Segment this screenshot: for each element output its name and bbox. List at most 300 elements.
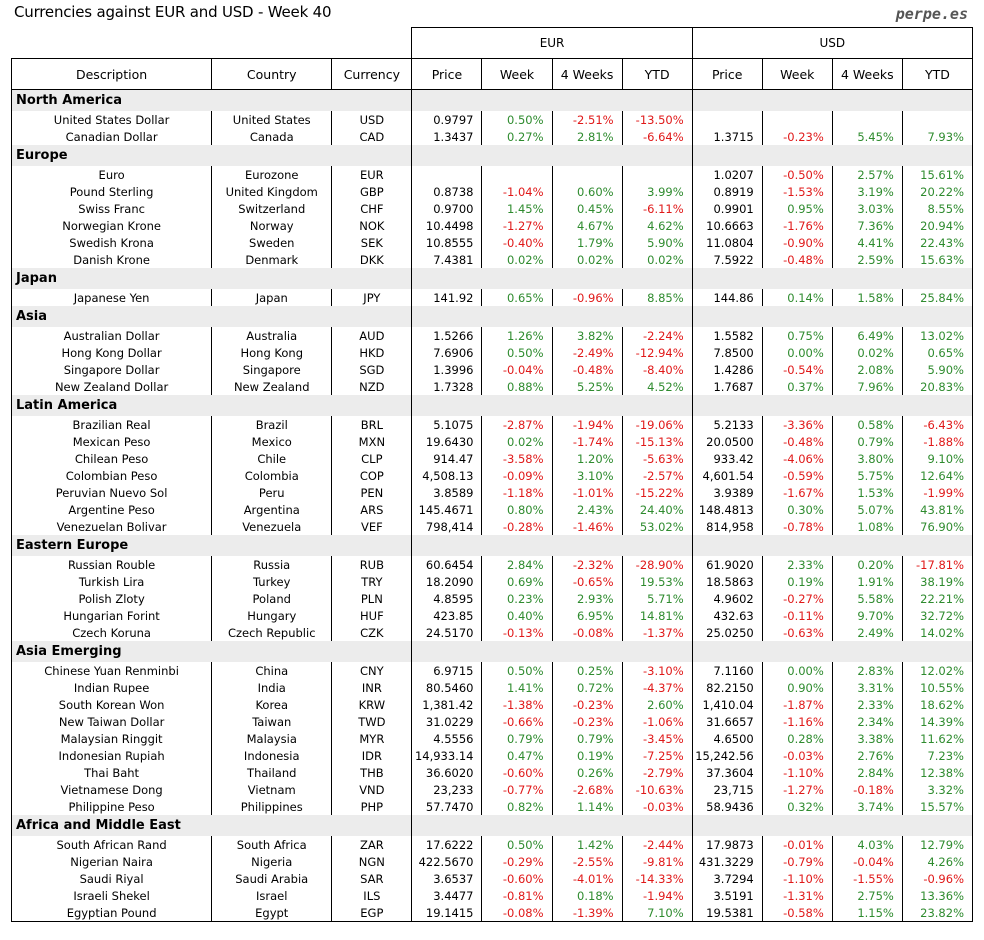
cell-eur-week: -0.77% [482, 781, 552, 798]
cell-description: Singapore Dollar [12, 361, 212, 378]
cell-eur-week: -1.27% [482, 217, 552, 234]
cell-usd-week: 0.14% [762, 289, 832, 306]
cell-eur-4weeks: 1.42% [552, 836, 622, 853]
cell-eur-price: 141.92 [412, 289, 482, 306]
cell-currency: CZK [332, 624, 412, 641]
cell-usd-ytd: 11.62% [902, 730, 972, 747]
cell-currency: MYR [332, 730, 412, 747]
cell-description: Czech Koruna [12, 624, 212, 641]
cell-usd-ytd: 4.26% [902, 853, 972, 870]
table-row [12, 183, 973, 200]
cell-eur-price: 1.3996 [412, 361, 482, 378]
cell-usd-ytd: 0.65% [902, 344, 972, 361]
cell-usd-price: 11.0804 [692, 234, 762, 251]
cell-eur-price: 57.7470 [412, 798, 482, 815]
cell-usd-4weeks: 3.19% [832, 183, 902, 200]
cell-currency: GBP [332, 183, 412, 200]
table-row [12, 467, 973, 484]
cell-eur-4weeks: -2.32% [552, 556, 622, 573]
cell-eur-price: 0.9797 [412, 111, 482, 128]
cell-eur-ytd: 14.81% [622, 607, 692, 624]
cell-country: Thailand [212, 764, 332, 781]
cell-country: Hungary [212, 607, 332, 624]
cell-usd-price: 148.4813 [692, 501, 762, 518]
cell-eur-4weeks: 6.95% [552, 607, 622, 624]
cell-country: Hong Kong [212, 344, 332, 361]
cell-usd-4weeks: 4.41% [832, 234, 902, 251]
cell-eur-price: 422.5670 [412, 853, 482, 870]
cell-eur-4weeks: 3.82% [552, 327, 622, 344]
cell-usd-4weeks: 2.59% [832, 251, 902, 268]
cell-usd-4weeks: 3.31% [832, 679, 902, 696]
cell-eur-4weeks: 0.19% [552, 747, 622, 764]
cell-usd-price: 23,715 [692, 781, 762, 798]
table-row [12, 450, 973, 467]
cell-currency: CLP [332, 450, 412, 467]
cell-usd-4weeks: -0.04% [832, 853, 902, 870]
cell-usd-week: -0.90% [762, 234, 832, 251]
cell-eur-week: -0.40% [482, 234, 552, 251]
cell-eur-week: -0.09% [482, 467, 552, 484]
cell-country: Venezuela [212, 518, 332, 535]
cell-country: Switzerland [212, 200, 332, 217]
cell-description: Russian Rouble [12, 556, 212, 573]
table-row [12, 518, 973, 535]
cell-country: Nigeria [212, 853, 332, 870]
cell-usd-4weeks: -1.55% [832, 870, 902, 887]
cell-country: Australia [212, 327, 332, 344]
group-header-row [12, 28, 973, 59]
cell-eur-ytd: -10.63% [622, 781, 692, 798]
cell-usd-week: -0.48% [762, 433, 832, 450]
cell-country: Poland [212, 590, 332, 607]
cell-eur-4weeks: 0.18% [552, 887, 622, 904]
cell-usd-ytd: 15.63% [902, 251, 972, 268]
cell-eur-ytd [622, 166, 692, 183]
cell-eur-ytd: 8.85% [622, 289, 692, 306]
cell-eur-ytd: 5.90% [622, 234, 692, 251]
cell-eur-week: 0.69% [482, 573, 552, 590]
section-row [12, 145, 973, 166]
cell-eur-week: -0.13% [482, 624, 552, 641]
cell-usd-4weeks: 1.08% [832, 518, 902, 535]
cell-currency: RUB [332, 556, 412, 573]
cell-currency: NZD [332, 378, 412, 395]
cell-usd-4weeks: 9.70% [832, 607, 902, 624]
cell-description: South African Rand [12, 836, 212, 853]
table-row [12, 378, 973, 395]
cell-eur-4weeks: 0.45% [552, 200, 622, 217]
cell-eur-4weeks: -1.01% [552, 484, 622, 501]
cell-eur-ytd: 4.52% [622, 378, 692, 395]
cell-usd-4weeks: -0.18% [832, 781, 902, 798]
cell-eur-price: 5.1075 [412, 416, 482, 433]
cell-usd-week: -0.11% [762, 607, 832, 624]
cell-usd-week: -0.78% [762, 518, 832, 535]
cell-usd-week: -1.87% [762, 696, 832, 713]
cell-usd-week: -1.31% [762, 887, 832, 904]
cell-usd-week: 0.19% [762, 573, 832, 590]
cell-usd-week: -0.50% [762, 166, 832, 183]
cell-eur-week: 1.45% [482, 200, 552, 217]
cell-description: Venezuelan Bolivar [12, 518, 212, 535]
cell-country: Saudi Arabia [212, 870, 332, 887]
section-title: Asia [12, 306, 412, 327]
cell-usd-week: -1.67% [762, 484, 832, 501]
cell-eur-price: 19.1415 [412, 904, 482, 922]
column-header-eur-price: Price [412, 59, 482, 90]
cell-usd-price: 1,410.04 [692, 696, 762, 713]
section-title: Africa and Middle East [12, 815, 412, 836]
cell-currency: IDR [332, 747, 412, 764]
cell-usd-ytd: -6.43% [902, 416, 972, 433]
cell-eur-week: -1.38% [482, 696, 552, 713]
cell-description: Chinese Yuan Renminbi [12, 662, 212, 679]
cell-usd-week: -1.76% [762, 217, 832, 234]
column-header-row [12, 59, 973, 90]
table-row [12, 573, 973, 590]
cell-country: Brazil [212, 416, 332, 433]
cell-usd-4weeks: 1.15% [832, 904, 902, 922]
cell-usd-price [692, 111, 762, 128]
table-row [12, 836, 973, 853]
cell-description: South Korean Won [12, 696, 212, 713]
cell-eur-week: -0.04% [482, 361, 552, 378]
cell-usd-ytd: 14.02% [902, 624, 972, 641]
cell-eur-week: 0.88% [482, 378, 552, 395]
cell-usd-week: -1.10% [762, 870, 832, 887]
cell-usd-ytd: 3.32% [902, 781, 972, 798]
cell-eur-ytd: -13.50% [622, 111, 692, 128]
cell-eur-ytd: 7.10% [622, 904, 692, 922]
cell-currency: CAD [332, 128, 412, 145]
cell-usd-week: -0.54% [762, 361, 832, 378]
cell-currency: VND [332, 781, 412, 798]
cell-eur-ytd: -12.94% [622, 344, 692, 361]
table-row [12, 747, 973, 764]
cell-usd-ytd: 20.83% [902, 378, 972, 395]
cell-eur-ytd: -8.40% [622, 361, 692, 378]
cell-country: Canada [212, 128, 332, 145]
cell-usd-week: -1.27% [762, 781, 832, 798]
cell-description: Japanese Yen [12, 289, 212, 306]
cell-eur-price: 31.0229 [412, 713, 482, 730]
table-row [12, 607, 973, 624]
cell-description: Saudi Riyal [12, 870, 212, 887]
cell-description: New Zealand Dollar [12, 378, 212, 395]
table-row [12, 887, 973, 904]
cell-currency: HKD [332, 344, 412, 361]
cell-description: Argentine Peso [12, 501, 212, 518]
cell-currency: PEN [332, 484, 412, 501]
cell-eur-ytd: -28.90% [622, 556, 692, 573]
cell-eur-ytd: 0.02% [622, 251, 692, 268]
table-row [12, 433, 973, 450]
cell-eur-4weeks: -1.39% [552, 904, 622, 922]
cell-usd-price: 7.1160 [692, 662, 762, 679]
cell-eur-4weeks: -0.23% [552, 713, 622, 730]
cell-usd-ytd: 15.61% [902, 166, 972, 183]
cell-description: Australian Dollar [12, 327, 212, 344]
cell-usd-ytd: 15.57% [902, 798, 972, 815]
cell-currency: CNY [332, 662, 412, 679]
table-row [12, 730, 973, 747]
cell-usd-4weeks: 0.79% [832, 433, 902, 450]
cell-currency: SAR [332, 870, 412, 887]
cell-eur-week: 1.26% [482, 327, 552, 344]
cell-usd-4weeks: 2.83% [832, 662, 902, 679]
cell-currency: THB [332, 764, 412, 781]
section-row [12, 815, 973, 836]
cell-usd-price: 4.9602 [692, 590, 762, 607]
cell-eur-week: -0.29% [482, 853, 552, 870]
cell-country: South Africa [212, 836, 332, 853]
cell-currency: AUD [332, 327, 412, 344]
cell-description: Hungarian Forint [12, 607, 212, 624]
cell-usd-week: 0.00% [762, 662, 832, 679]
cell-usd-price: 10.6663 [692, 217, 762, 234]
cell-eur-4weeks: 0.60% [552, 183, 622, 200]
cell-eur-price: 4,508.13 [412, 467, 482, 484]
cell-eur-4weeks: 2.81% [552, 128, 622, 145]
cell-usd-week: 0.28% [762, 730, 832, 747]
cell-description: Canadian Dollar [12, 128, 212, 145]
cell-usd-4weeks: 4.03% [832, 836, 902, 853]
section-row [12, 268, 973, 289]
cell-usd-week: 0.30% [762, 501, 832, 518]
table-row [12, 327, 973, 344]
cell-usd-ytd: 12.38% [902, 764, 972, 781]
cell-description: United States Dollar [12, 111, 212, 128]
cell-eur-week [482, 166, 552, 183]
cell-eur-price: 7.4381 [412, 251, 482, 268]
column-header-usd-4weeks: 4 Weeks [832, 59, 902, 90]
cell-usd-4weeks: 0.58% [832, 416, 902, 433]
column-header-currency: Currency [332, 59, 412, 90]
cell-eur-week: 0.02% [482, 433, 552, 450]
cell-currency: EUR [332, 166, 412, 183]
table-row [12, 416, 973, 433]
cell-usd-price: 1.0207 [692, 166, 762, 183]
cell-eur-4weeks: 2.43% [552, 501, 622, 518]
cell-usd-ytd: 22.21% [902, 590, 972, 607]
cell-usd-4weeks: 2.84% [832, 764, 902, 781]
cell-eur-price: 1.3437 [412, 128, 482, 145]
cell-eur-4weeks: -1.74% [552, 433, 622, 450]
cell-usd-price: 17.9873 [692, 836, 762, 853]
cell-eur-price [412, 166, 482, 183]
table-row [12, 234, 973, 251]
cell-description: Israeli Shekel [12, 887, 212, 904]
cell-currency: SGD [332, 361, 412, 378]
cell-usd-ytd: 20.94% [902, 217, 972, 234]
cell-currency: TRY [332, 573, 412, 590]
cell-usd-ytd: 18.62% [902, 696, 972, 713]
cell-eur-price: 0.8738 [412, 183, 482, 200]
cell-eur-price: 80.5460 [412, 679, 482, 696]
cell-usd-week [762, 111, 832, 128]
cell-description: Indian Rupee [12, 679, 212, 696]
cell-eur-price: 1.7328 [412, 378, 482, 395]
section-title: Asia Emerging [12, 641, 412, 662]
section-row [12, 90, 973, 112]
table-row [12, 590, 973, 607]
column-header-description: Description [12, 59, 212, 90]
table-row [12, 781, 973, 798]
cell-usd-price: 1.4286 [692, 361, 762, 378]
cell-usd-4weeks: 3.80% [832, 450, 902, 467]
cell-country: Mexico [212, 433, 332, 450]
table-row [12, 662, 973, 679]
cell-eur-week: -1.18% [482, 484, 552, 501]
cell-eur-week: -0.08% [482, 904, 552, 922]
cell-eur-week: 0.79% [482, 730, 552, 747]
cell-usd-ytd: 12.64% [902, 467, 972, 484]
cell-eur-week: -2.87% [482, 416, 552, 433]
cell-usd-price: 15,242.56 [692, 747, 762, 764]
cell-eur-price: 798,414 [412, 518, 482, 535]
cell-eur-price: 3.6537 [412, 870, 482, 887]
cell-description: Turkish Lira [12, 573, 212, 590]
cell-country: India [212, 679, 332, 696]
cell-description: Euro [12, 166, 212, 183]
cell-eur-price: 10.8555 [412, 234, 482, 251]
cell-currency: NGN [332, 853, 412, 870]
cell-eur-4weeks [552, 166, 622, 183]
cell-description: Colombian Peso [12, 467, 212, 484]
cell-eur-ytd: 4.62% [622, 217, 692, 234]
cell-usd-week: 0.75% [762, 327, 832, 344]
cell-usd-week: 0.00% [762, 344, 832, 361]
cell-eur-week: 0.50% [482, 836, 552, 853]
cell-currency: INR [332, 679, 412, 696]
section-title: North America [12, 90, 412, 112]
cell-eur-price: 4.8595 [412, 590, 482, 607]
cell-eur-ytd: -2.57% [622, 467, 692, 484]
cell-usd-price: 0.9901 [692, 200, 762, 217]
cell-eur-price: 3.4477 [412, 887, 482, 904]
cell-description: New Taiwan Dollar [12, 713, 212, 730]
column-header-usd-price: Price [692, 59, 762, 90]
cell-usd-week: 2.33% [762, 556, 832, 573]
cell-usd-price: 1.3715 [692, 128, 762, 145]
table-row [12, 344, 973, 361]
section-row [12, 641, 973, 662]
cell-usd-price: 18.5863 [692, 573, 762, 590]
cell-eur-ytd: -1.06% [622, 713, 692, 730]
cell-usd-price: 19.5381 [692, 904, 762, 922]
cell-eur-4weeks: 3.10% [552, 467, 622, 484]
cell-usd-week: -0.03% [762, 747, 832, 764]
cell-eur-ytd: 53.02% [622, 518, 692, 535]
cell-usd-week: -1.53% [762, 183, 832, 200]
cell-usd-week: -0.23% [762, 128, 832, 145]
cell-country: Philippines [212, 798, 332, 815]
cell-eur-week: 0.50% [482, 111, 552, 128]
cell-eur-week: 0.27% [482, 128, 552, 145]
cell-usd-ytd: 9.10% [902, 450, 972, 467]
cell-eur-week: -0.28% [482, 518, 552, 535]
cell-usd-ytd: 7.93% [902, 128, 972, 145]
cell-eur-week: 0.50% [482, 662, 552, 679]
cell-usd-price: 4.6500 [692, 730, 762, 747]
cell-usd-week: -3.36% [762, 416, 832, 433]
cell-country: Russia [212, 556, 332, 573]
cell-eur-week: -0.66% [482, 713, 552, 730]
section-title: Europe [12, 145, 412, 166]
cell-usd-4weeks: 1.58% [832, 289, 902, 306]
cell-usd-ytd: -17.81% [902, 556, 972, 573]
table-row [12, 904, 973, 922]
cell-usd-price: 814,958 [692, 518, 762, 535]
cell-usd-price: 3.9389 [692, 484, 762, 501]
cell-eur-price: 1.5266 [412, 327, 482, 344]
section-row [12, 535, 973, 556]
cell-eur-price: 24.5170 [412, 624, 482, 641]
cell-eur-ytd: -2.79% [622, 764, 692, 781]
cell-usd-price: 431.3229 [692, 853, 762, 870]
cell-country: Egypt [212, 904, 332, 922]
cell-usd-price: 1.5582 [692, 327, 762, 344]
cell-usd-price: 61.9020 [692, 556, 762, 573]
section-title: Japan [12, 268, 412, 289]
cell-currency: PLN [332, 590, 412, 607]
cell-description: Malaysian Ringgit [12, 730, 212, 747]
cell-eur-price: 6.9715 [412, 662, 482, 679]
cell-usd-ytd: 12.79% [902, 836, 972, 853]
cell-usd-price: 432.63 [692, 607, 762, 624]
cell-eur-4weeks: -0.08% [552, 624, 622, 641]
cell-currency: COP [332, 467, 412, 484]
cell-description: Vietnamese Dong [12, 781, 212, 798]
cell-eur-week: -1.04% [482, 183, 552, 200]
cell-usd-ytd: 7.23% [902, 747, 972, 764]
currency-table [11, 27, 973, 922]
cell-description: Peruvian Nuevo Sol [12, 484, 212, 501]
cell-eur-price: 14,933.14 [412, 747, 482, 764]
cell-country: Turkey [212, 573, 332, 590]
cell-usd-4weeks [832, 111, 902, 128]
cell-eur-ytd: -5.63% [622, 450, 692, 467]
cell-eur-ytd: -7.25% [622, 747, 692, 764]
table-row [12, 501, 973, 518]
cell-country: Czech Republic [212, 624, 332, 641]
cell-eur-week: -0.60% [482, 870, 552, 887]
cell-usd-price: 0.8919 [692, 183, 762, 200]
table-body [12, 90, 973, 922]
cell-usd-price: 7.5922 [692, 251, 762, 268]
table-row [12, 128, 973, 145]
cell-eur-4weeks: -2.55% [552, 853, 622, 870]
cell-currency: ILS [332, 887, 412, 904]
cell-currency: TWD [332, 713, 412, 730]
cell-currency: DKK [332, 251, 412, 268]
cell-description: Indonesian Rupiah [12, 747, 212, 764]
cell-usd-price: 82.2150 [692, 679, 762, 696]
cell-usd-4weeks: 2.57% [832, 166, 902, 183]
cell-eur-week: 0.82% [482, 798, 552, 815]
page-title: Currencies against EUR and USD - Week 40 [14, 3, 332, 21]
cell-usd-ytd: 20.22% [902, 183, 972, 200]
cell-usd-price: 5.2133 [692, 416, 762, 433]
cell-usd-week: -0.58% [762, 904, 832, 922]
cell-eur-ytd: -9.81% [622, 853, 692, 870]
cell-currency: EGP [332, 904, 412, 922]
cell-eur-week: 2.84% [482, 556, 552, 573]
cell-eur-4weeks: -1.94% [552, 416, 622, 433]
cell-description: Hong Kong Dollar [12, 344, 212, 361]
cell-eur-week: 0.47% [482, 747, 552, 764]
